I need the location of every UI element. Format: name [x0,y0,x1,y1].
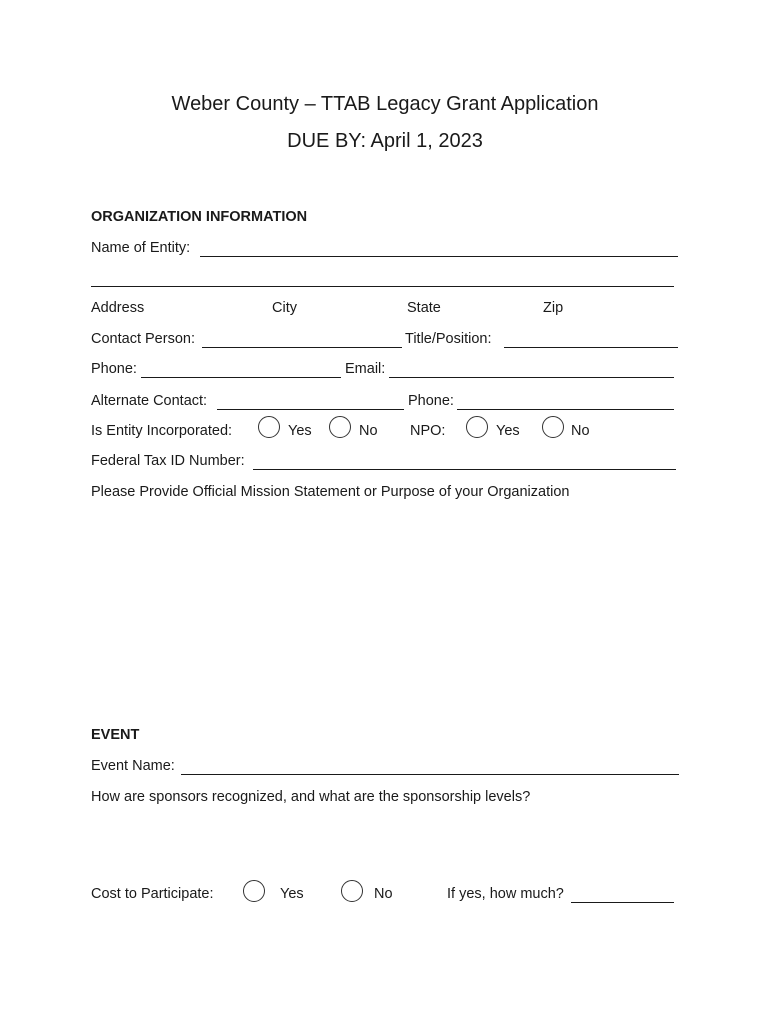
incorporated-no-label: No [359,423,378,439]
alternate-phone-label: Phone: [408,393,454,409]
npo-no-radio[interactable] [542,416,564,439]
mission-statement-label: Please Provide Official Mission Statement or Purpose of your Organization [91,484,570,500]
tax-id-field[interactable] [253,457,676,470]
zip-label: Zip [543,300,564,316]
incorporated-no-radio[interactable] [329,416,351,439]
incorporated-yes-label: Yes [288,423,312,439]
alternate-contact-field[interactable] [217,397,404,410]
event-name-field[interactable] [181,762,679,775]
incorporated-label: Is Entity Incorporated: [91,423,233,439]
radio-circle-icon [341,880,363,902]
entity-name-continuation-field[interactable] [91,286,674,287]
radio-circle-icon [258,416,280,438]
state-label: State [407,300,441,316]
npo-yes-label: Yes [496,423,520,439]
alternate-phone-field[interactable] [457,397,674,410]
radio-circle-icon [542,416,564,438]
tax-id-label: Federal Tax ID Number: [91,453,245,469]
cost-no-radio[interactable] [341,880,363,903]
npo-label: NPO: [410,423,446,439]
alternate-contact-label: Alternate Contact: [91,393,208,409]
npo-yes-radio[interactable] [466,416,488,439]
org-section-title: ORGANIZATION INFORMATION [91,209,308,225]
email-label: Email: [345,361,386,377]
event-name-label: Event Name: [91,758,175,774]
cost-yes-label: Yes [280,886,304,902]
entity-name-field[interactable] [200,244,678,257]
sponsors-question: How are sponsors recognized, and what are the sponsorship levels? [91,789,531,805]
radio-circle-icon [243,880,265,902]
due-date: DUE BY: April 1, 2023 [287,130,483,152]
entity-name-row [91,239,190,257]
phone-field[interactable] [141,365,341,378]
title-position-field[interactable] [504,335,678,348]
contact-person-label: Contact Person: [91,331,195,347]
radio-circle-icon [329,416,351,438]
city-label: City [272,300,297,316]
how-much-label: If yes, how much? [447,886,564,902]
cost-yes-radio[interactable] [243,880,265,903]
phone-label: Phone: [91,361,137,377]
form-title: Weber County – TTAB Legacy Grant Application [171,93,599,115]
npo-no-label: No [571,423,590,439]
how-much-field[interactable] [571,890,674,903]
title-position-label: Title/Position: [405,331,492,347]
mission-statement-area[interactable] [91,510,678,710]
radio-circle-icon [466,416,488,438]
contact-person-field[interactable] [202,335,402,348]
email-field[interactable] [389,365,674,378]
cost-to-participate-label: Cost to Participate: [91,886,214,902]
incorporated-yes-radio[interactable] [258,416,280,439]
entity-name-label: Name of Entity: [91,240,191,256]
address-label: Address [91,300,145,316]
cost-no-label: No [374,886,393,902]
sponsors-answer-area[interactable] [91,814,678,874]
event-section-title: EVENT [91,727,140,743]
